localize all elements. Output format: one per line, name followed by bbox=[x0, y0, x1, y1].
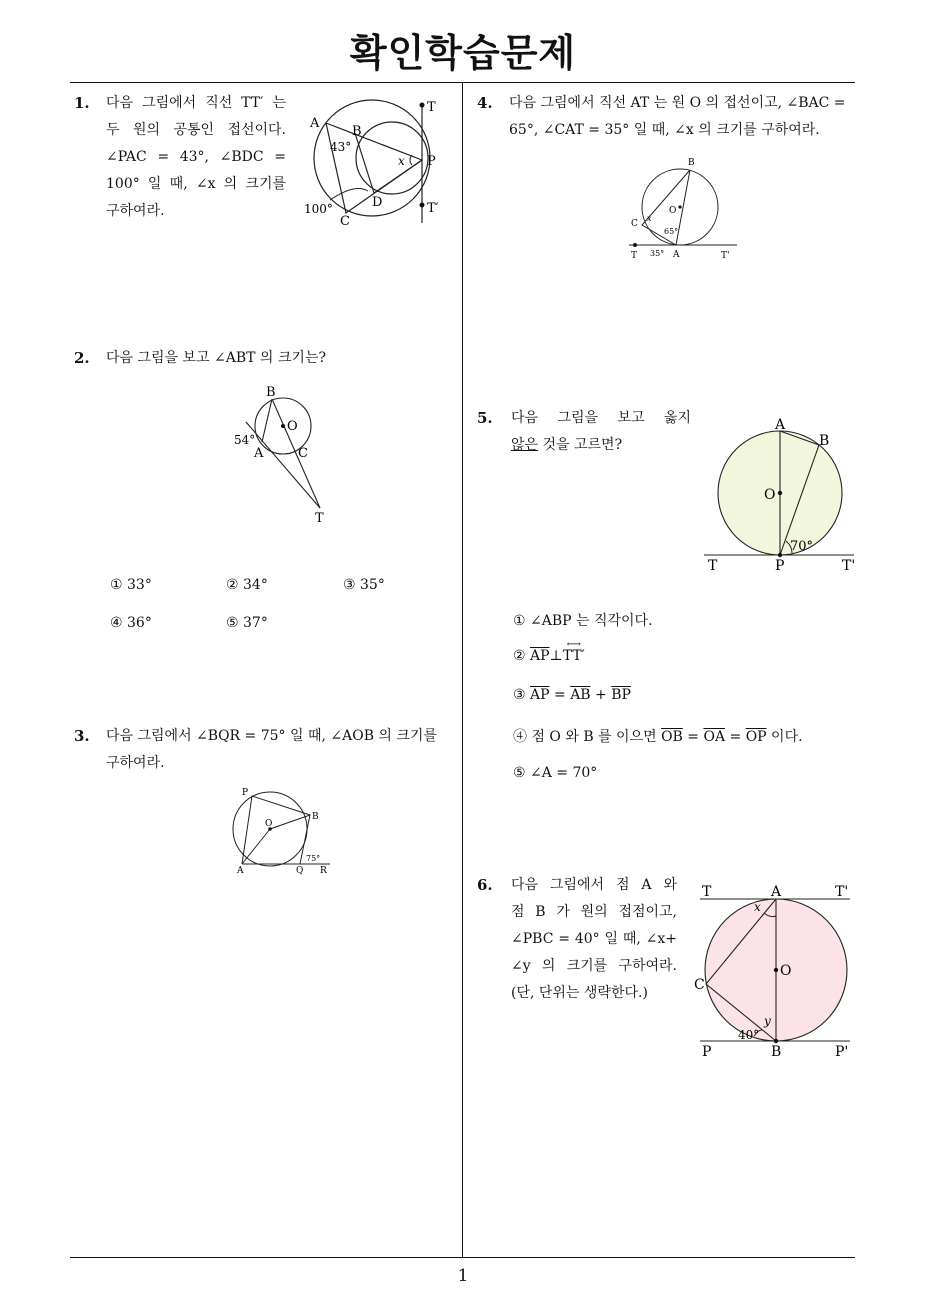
angle-y-label: y bbox=[764, 1014, 771, 1028]
double-arrow-icon: ⟷ bbox=[566, 639, 581, 650]
segment: $\overline{AB}$ bbox=[570, 687, 591, 703]
segment: $\overline{OP}$ bbox=[745, 729, 767, 745]
question-number: 1. bbox=[74, 94, 90, 112]
column-divider bbox=[462, 82, 463, 1258]
label-p: P bbox=[775, 558, 785, 574]
label-d: D bbox=[372, 195, 383, 210]
label-t-prime: T′ bbox=[427, 201, 439, 216]
emphasis-underline: 않은 bbox=[511, 437, 539, 453]
angle-label: 40° bbox=[738, 1028, 760, 1042]
label-t: T bbox=[702, 884, 712, 900]
segment: $\overline{AP}$ bbox=[530, 648, 550, 664]
question-text-line: ∠y 의 크기를 구하여라. bbox=[511, 958, 677, 974]
label-t: T bbox=[631, 251, 638, 261]
footer-rule bbox=[70, 1257, 855, 1258]
label-o: O bbox=[287, 419, 298, 434]
label-t-prime: T' bbox=[835, 884, 849, 900]
label-t: T bbox=[315, 511, 324, 526]
label-b: B bbox=[352, 124, 362, 139]
question-text-line: ∠PBC = 40° 일 때, ∠x+ bbox=[511, 931, 677, 947]
question-number: 6. bbox=[477, 876, 493, 894]
page-title: 확인학습문제 bbox=[349, 31, 577, 75]
choice-5[interactable]: ⑤ ∠A = 70° bbox=[513, 765, 598, 781]
angle-label: 54° bbox=[234, 433, 256, 447]
choice-2[interactable] bbox=[513, 639, 585, 664]
perp-symbol: ⊥ bbox=[549, 648, 563, 664]
label-r: R bbox=[320, 866, 327, 876]
label-a: A bbox=[237, 866, 244, 876]
figure-q6 bbox=[692, 880, 857, 1060]
label-p: P bbox=[702, 1044, 712, 1060]
question-text-line: 것을 고르면? bbox=[538, 437, 623, 453]
question-number: 4. bbox=[477, 94, 493, 112]
line-notation bbox=[562, 639, 585, 664]
label-p-prime: P' bbox=[835, 1044, 849, 1060]
segment: $\overline{OA}$ bbox=[703, 729, 726, 745]
figure-q3 bbox=[232, 785, 337, 877]
question-text-line: 구하여라. bbox=[106, 755, 165, 771]
label-b: B bbox=[688, 158, 695, 168]
choice-4[interactable]: ④ 36° bbox=[110, 615, 152, 631]
angle-label: 35° bbox=[650, 249, 665, 258]
question-text-line: 100° 일 때, ∠x 의 크기를 bbox=[106, 176, 286, 192]
question-text-line: ∠PAC = 43°, ∠BDC = bbox=[106, 149, 286, 165]
question-text-line: 두 원의 공통인 접선이다. bbox=[106, 122, 286, 138]
label-c: C bbox=[298, 446, 308, 461]
label-c: C bbox=[694, 977, 705, 993]
question-text-line: 다음 그림에서 ∠BQR = 75° 일 때, ∠AOB 의 크기를 bbox=[106, 728, 437, 744]
figure-q1 bbox=[300, 95, 460, 230]
figure-q5 bbox=[700, 415, 860, 575]
label-b: B bbox=[819, 433, 830, 449]
choice-1[interactable]: ① 33° bbox=[110, 577, 152, 593]
label-b: B bbox=[771, 1044, 782, 1060]
label-t: T bbox=[427, 100, 436, 115]
question-text-line: (단, 단위는 생략한다.) bbox=[511, 985, 648, 1001]
choice-number: ② bbox=[513, 648, 531, 664]
label-b: B bbox=[266, 385, 276, 400]
figure-q2 bbox=[228, 382, 348, 527]
operator: = bbox=[725, 729, 746, 745]
choice-3[interactable]: ③ 35° bbox=[343, 577, 385, 593]
label-t-prime: T' bbox=[842, 558, 856, 574]
label-a: A bbox=[775, 417, 786, 433]
question-text-line: 점 B 가 원의 접점이고, bbox=[511, 904, 677, 920]
question-text-line: 다음 그림을 보고 옳지 bbox=[511, 410, 691, 426]
choice-2[interactable]: ② 34° bbox=[226, 577, 268, 593]
angle-x-label: x bbox=[398, 154, 405, 168]
choice-3[interactable] bbox=[513, 687, 631, 703]
label-a: A bbox=[771, 884, 782, 900]
label-p: P bbox=[242, 788, 249, 798]
label-o: O bbox=[669, 206, 677, 216]
choice-text: ④ 점 O 와 B 를 이으면 bbox=[513, 729, 662, 745]
question-number: 3. bbox=[74, 727, 90, 745]
question-text-line: 다음 그림에서 직선 AT 는 원 O 의 접선이고, ∠BAC = bbox=[509, 95, 846, 111]
figure-q4 bbox=[625, 155, 745, 263]
angle-label: 43° bbox=[330, 140, 352, 154]
label-t-prime: T' bbox=[721, 251, 730, 261]
choice-1[interactable]: ① ∠ABP 는 직각이다. bbox=[513, 613, 653, 629]
operator: = bbox=[682, 729, 704, 745]
label-o: O bbox=[780, 963, 792, 979]
label-a: A bbox=[254, 446, 264, 461]
question-number: 5. bbox=[477, 409, 493, 427]
label-a: A bbox=[310, 116, 320, 131]
angle-x-label: x bbox=[647, 214, 652, 223]
choice-number: ③ bbox=[513, 687, 531, 703]
choice-5[interactable]: ⑤ 37° bbox=[226, 615, 268, 631]
question-text: 다음 그림을 보고 ∠ABT 의 크기는? bbox=[106, 350, 326, 366]
line-label: TT′ bbox=[562, 648, 585, 664]
operator: + bbox=[590, 687, 612, 703]
label-t: T bbox=[708, 558, 718, 574]
segment: $\overline{OB}$ bbox=[661, 729, 683, 745]
label-q: Q bbox=[296, 866, 304, 876]
angle-label: 100° bbox=[304, 202, 333, 216]
angle-label: 75° bbox=[306, 854, 321, 863]
segment: $\overline{BP}$ bbox=[611, 687, 631, 703]
label-c: C bbox=[631, 219, 638, 229]
label-p: P bbox=[427, 154, 436, 169]
label-a: A bbox=[673, 250, 680, 260]
question-number: 2. bbox=[74, 349, 90, 367]
segment: $\overline{AP}$ bbox=[530, 687, 550, 703]
choice-text: 이다. bbox=[766, 729, 803, 745]
question-text-line: 다음 그림에서 직선 TT′ 는 bbox=[106, 95, 286, 111]
label-o: O bbox=[764, 487, 776, 503]
operator: = bbox=[549, 687, 571, 703]
angle-label: 70° bbox=[790, 539, 814, 554]
question-text-line: 구하여라. bbox=[106, 203, 165, 219]
label-c: C bbox=[340, 214, 350, 229]
question-text-line: 65°, ∠CAT = 35° 일 때, ∠x 의 크기를 구하여라. bbox=[509, 122, 820, 138]
label-o: O bbox=[265, 819, 273, 829]
angle-label: 65° bbox=[664, 227, 679, 236]
angle-x-label: x bbox=[754, 900, 761, 914]
label-b: B bbox=[312, 812, 319, 822]
choice-4[interactable] bbox=[513, 726, 803, 746]
question-text-line: 다음 그림에서 점 A 와 bbox=[511, 877, 677, 893]
page-number: 1 bbox=[457, 1266, 469, 1286]
